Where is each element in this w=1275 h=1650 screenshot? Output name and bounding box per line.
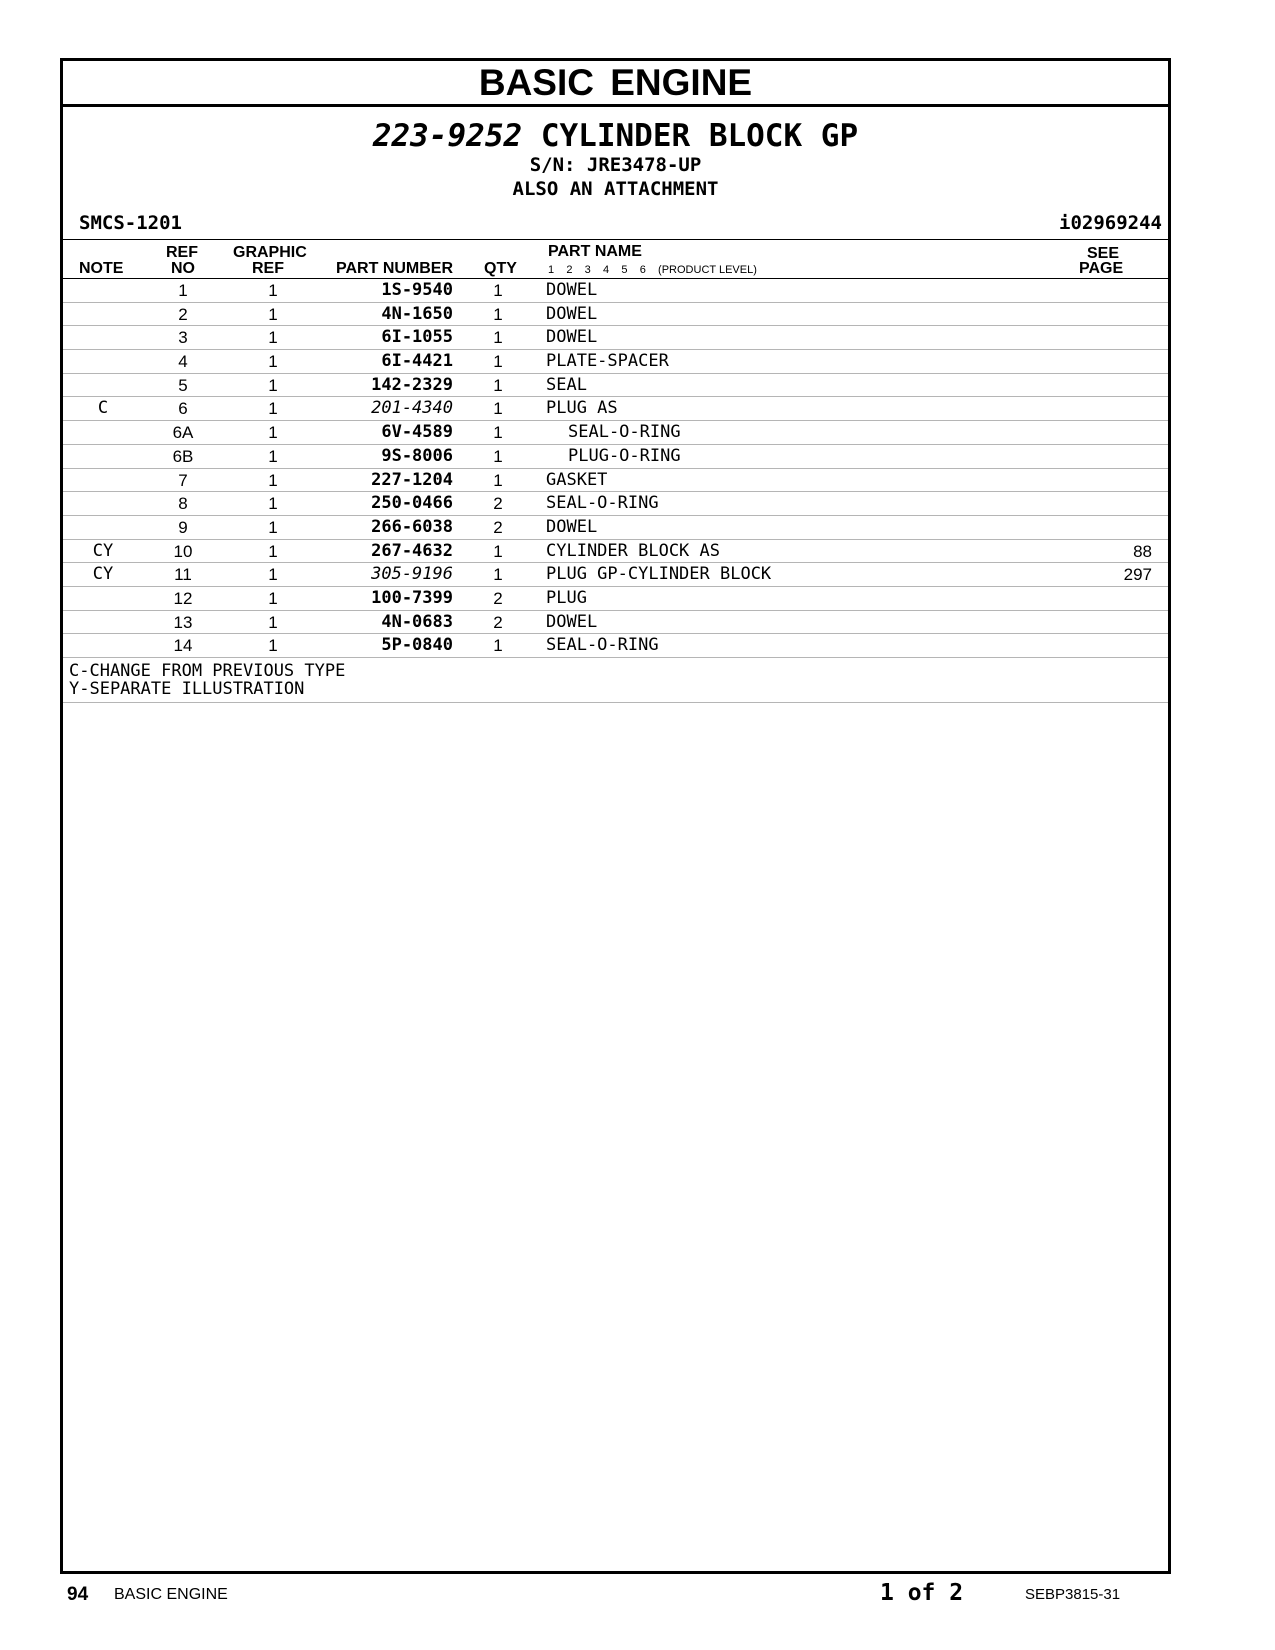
- header-ref-top: REF: [166, 244, 198, 261]
- row-part-name: CYLINDER BLOCK AS: [546, 540, 720, 561]
- row-ref-no: 6: [178, 399, 188, 419]
- row-note: CY: [92, 540, 114, 561]
- parts-list: [63, 279, 1168, 658]
- group-number: 223-9252: [372, 118, 523, 154]
- row-ref-no: 2: [178, 304, 188, 324]
- row-part-name: PLATE-SPACER: [546, 351, 669, 372]
- row-part-number: 227-1204: [371, 469, 453, 490]
- row-qty: 2: [493, 517, 503, 537]
- row-part-number: 267-4632: [371, 540, 453, 561]
- row-see-page: 88: [1133, 541, 1152, 561]
- footer-page-number: 94: [67, 1584, 89, 1605]
- table-row: [63, 397, 1168, 421]
- row-qty: 1: [493, 470, 503, 490]
- row-ref-no: 8: [178, 494, 188, 514]
- row-ref-no: 3: [178, 328, 188, 348]
- row-qty: 1: [493, 565, 503, 585]
- header-see-bottom: PAGE: [1079, 260, 1124, 277]
- serial-range: S/N: JRE3478-UP: [529, 154, 702, 176]
- parts-page-frame: [60, 58, 1171, 1574]
- row-qty: 2: [493, 612, 503, 632]
- table-row: [63, 492, 1168, 516]
- table-row: [63, 350, 1168, 374]
- row-part-name: PLUG: [546, 587, 587, 608]
- row-qty: 1: [493, 281, 503, 300]
- footer-sheet: 1 of 2: [880, 1580, 964, 1606]
- row-part-number: 142-2329: [371, 374, 453, 395]
- table-row: [63, 326, 1168, 350]
- row-ref-no: 9: [178, 517, 188, 537]
- row-qty: 1: [493, 328, 503, 348]
- table-row: [63, 445, 1168, 469]
- row-part-name: PLUG AS: [546, 398, 618, 419]
- row-qty: 1: [493, 636, 503, 656]
- row-part-number: 201-4340: [371, 398, 453, 419]
- row-graphic-ref: 1: [268, 517, 278, 537]
- row-part-number: 305-9196: [371, 564, 453, 585]
- row-qty: 1: [493, 399, 503, 419]
- row-graphic-ref: 1: [268, 352, 278, 372]
- row-note: C: [97, 398, 109, 419]
- row-part-name: DOWEL: [546, 611, 598, 632]
- row-ref-no: 4: [178, 352, 188, 372]
- table-row: [63, 540, 1168, 564]
- row-graphic-ref: 1: [268, 328, 278, 348]
- group-title: [63, 119, 1168, 153]
- header-note: NOTE: [79, 260, 124, 277]
- meta-row: [63, 209, 1168, 240]
- row-see-page: 297: [1123, 565, 1152, 585]
- header-part-number: PART NUMBER: [336, 260, 454, 277]
- table-row: [63, 374, 1168, 398]
- table-row: [63, 634, 1168, 658]
- row-part-number: 6I-1055: [381, 327, 453, 348]
- row-part-name: DOWEL: [546, 516, 598, 537]
- column-headers: [63, 240, 1168, 279]
- row-part-number: 5P-0840: [381, 635, 453, 656]
- table-row: [63, 611, 1168, 635]
- row-qty: 1: [493, 541, 503, 561]
- row-ref-no: 13: [173, 612, 193, 632]
- header-qty: QTY: [484, 260, 517, 277]
- row-part-name: GASKET: [546, 469, 608, 490]
- row-qty: 2: [493, 494, 503, 514]
- header-product-levels: 1 2 3 4 5 6 (PRODUCT LEVEL): [548, 264, 757, 276]
- row-graphic-ref: 1: [268, 375, 278, 395]
- header-part-name: PART NAME: [548, 243, 642, 260]
- row-part-number: 4N-1650: [381, 303, 453, 324]
- table-row: [63, 563, 1168, 587]
- row-graphic-ref: 1: [268, 541, 278, 561]
- group-name: CYLINDER BLOCK GP: [540, 118, 859, 154]
- row-ref-no: 6A: [172, 423, 194, 443]
- row-graphic-ref: 1: [268, 423, 278, 443]
- row-graphic-ref: 1: [268, 494, 278, 514]
- notes-legend: [63, 658, 1168, 703]
- row-ref-no: 5: [178, 375, 188, 395]
- row-qty: 1: [493, 423, 503, 443]
- row-graphic-ref: 1: [268, 588, 278, 608]
- row-part-number: 9S-8006: [381, 445, 453, 466]
- row-ref-no: 1: [178, 281, 188, 300]
- legend-change: C-CHANGE FROM PREVIOUS TYPE: [69, 661, 346, 681]
- row-part-number: 266-6038: [371, 516, 453, 537]
- row-part-number: 6I-4421: [381, 351, 453, 372]
- row-graphic-ref: 1: [268, 470, 278, 490]
- row-part-number: 100-7399: [371, 587, 453, 608]
- table-row: [63, 587, 1168, 611]
- row-part-name: SEAL-O-RING: [568, 422, 681, 443]
- row-ref-no: 7: [178, 470, 188, 490]
- smcs-code: SMCS-1201: [79, 212, 182, 234]
- row-qty: 2: [493, 588, 503, 608]
- table-row: [63, 421, 1168, 445]
- row-part-number: 250-0466: [371, 493, 453, 514]
- page-footer: [0, 1580, 1275, 1620]
- row-graphic-ref: 1: [268, 446, 278, 466]
- table-row: [63, 469, 1168, 493]
- row-part-name: DOWEL: [546, 280, 598, 300]
- row-part-name: DOWEL: [546, 327, 598, 348]
- footer-section: BASIC ENGINE: [114, 1586, 228, 1603]
- row-graphic-ref: 1: [268, 399, 278, 419]
- row-note: CY: [92, 564, 114, 585]
- header-graphic-bottom: REF: [252, 260, 284, 277]
- row-part-name: SEAL-O-RING: [546, 635, 659, 656]
- row-part-name: DOWEL: [546, 303, 598, 324]
- row-ref-no: 10: [173, 541, 193, 561]
- row-part-number: 1S-9540: [381, 280, 453, 300]
- row-graphic-ref: 1: [268, 281, 278, 300]
- illustration-id: i02969244: [1059, 212, 1162, 234]
- row-qty: 1: [493, 446, 503, 466]
- row-qty: 1: [493, 304, 503, 324]
- row-ref-no: 14: [173, 636, 193, 656]
- row-part-number: 4N-0683: [381, 611, 453, 632]
- row-qty: 1: [493, 352, 503, 372]
- header-ref-bottom: NO: [171, 260, 195, 277]
- table-row: [63, 516, 1168, 540]
- row-graphic-ref: 1: [268, 565, 278, 585]
- attachment-note: ALSO AN ATTACHMENT: [512, 178, 719, 200]
- section-title: BASIC ENGINE: [63, 61, 1168, 107]
- row-part-name: PLUG-O-RING: [568, 445, 681, 466]
- row-ref-no: 6B: [172, 446, 194, 466]
- row-ref-no: 11: [174, 565, 192, 585]
- row-graphic-ref: 1: [268, 636, 278, 656]
- header-graphic-top: GRAPHIC: [233, 244, 307, 261]
- row-part-name: SEAL-O-RING: [546, 493, 659, 514]
- row-ref-no: 12: [173, 588, 193, 608]
- row-graphic-ref: 1: [268, 304, 278, 324]
- row-part-number: 6V-4589: [381, 422, 453, 443]
- legend-separate: Y-SEPARATE ILLUSTRATION: [69, 679, 305, 699]
- table-row: [63, 303, 1168, 327]
- table-row: [63, 279, 1168, 303]
- row-part-name: SEAL: [546, 374, 587, 395]
- row-graphic-ref: 1: [268, 612, 278, 632]
- footer-doc-number: SEBP3815-31: [1025, 1586, 1121, 1603]
- row-part-name: PLUG GP-CYLINDER BLOCK: [546, 564, 772, 585]
- header-see-top: SEE: [1087, 245, 1120, 262]
- row-qty: 1: [493, 375, 503, 395]
